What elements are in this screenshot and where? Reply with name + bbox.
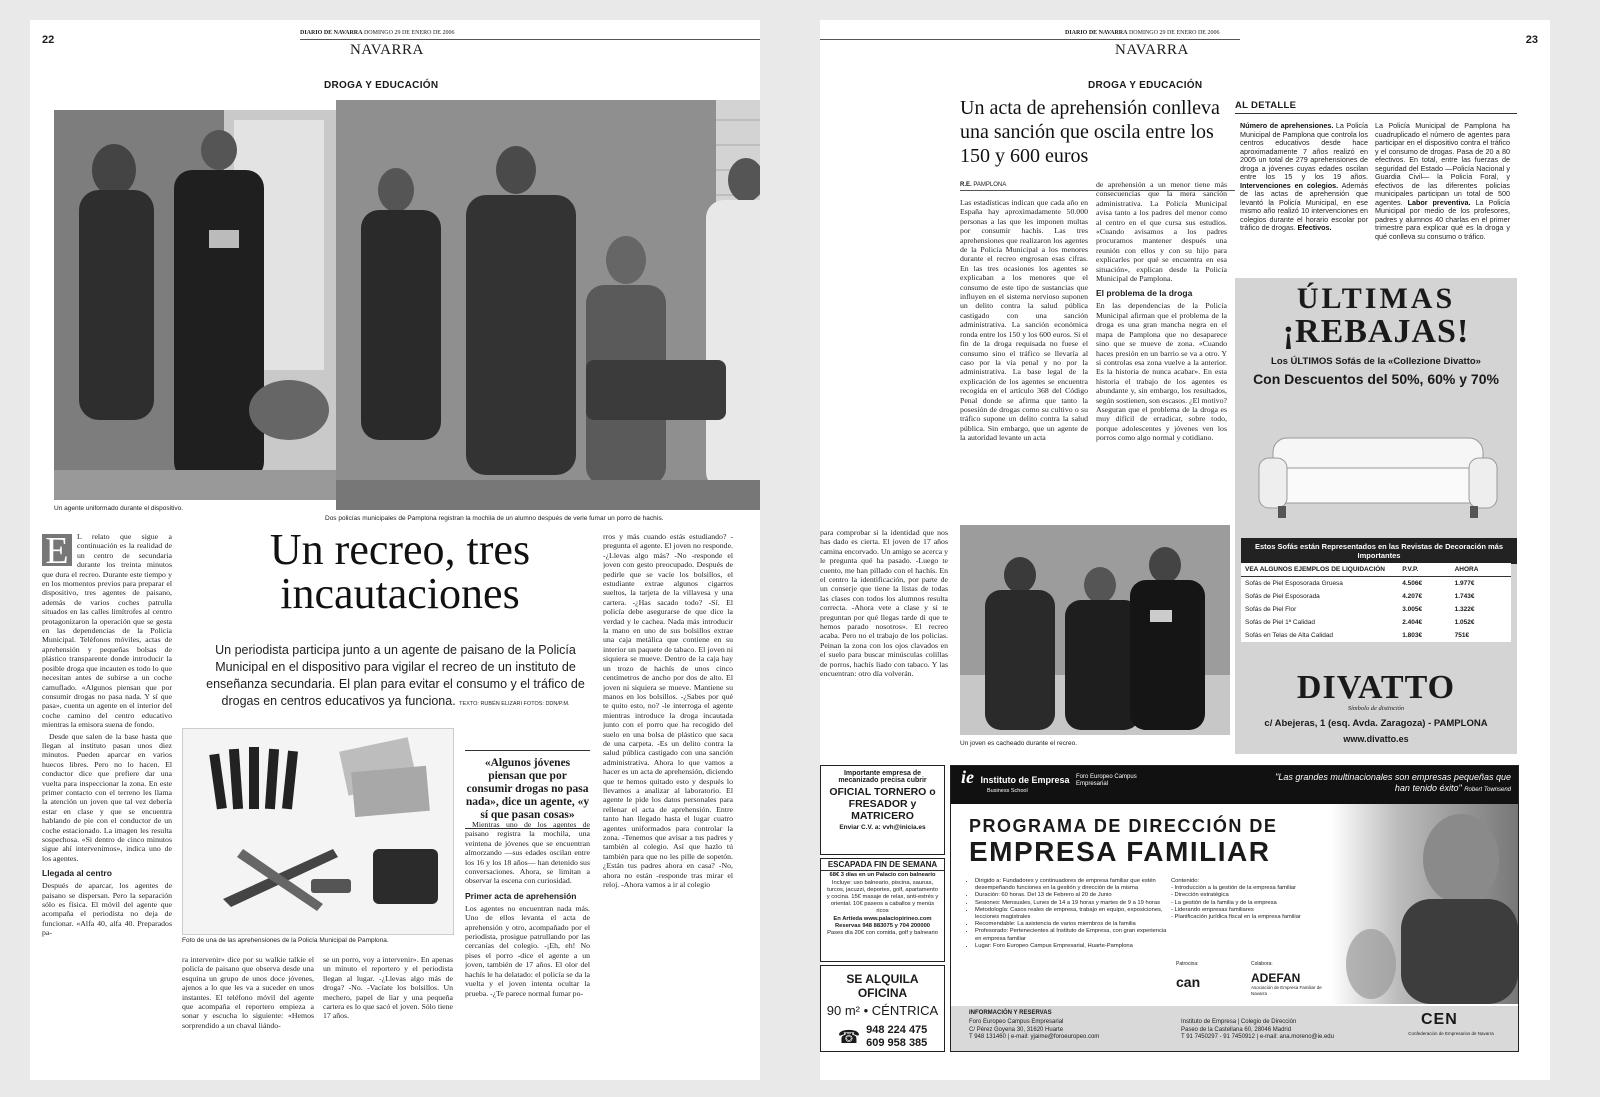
price-row	[1241, 590, 1511, 603]
price-row-pvp: 1.803€	[1402, 632, 1423, 639]
header-rule	[820, 39, 1240, 40]
price-row-now: 751€	[1454, 632, 1470, 639]
price-row-label: Sofás de Piel Esposorada	[1245, 593, 1320, 600]
standfirst	[188, 642, 603, 710]
ie-bullet: • Duración: 60 horas. Del 13 de Febrero al 20 de Junio	[975, 892, 1170, 899]
ie-bullet: • Sesiones: Mensuales, Lunes de 14 a 19 horas y martes de 9 a 19 horas	[975, 900, 1170, 907]
col4-paragraph-1: Mientras uno de los agentes de paisano registra la mochila, una veintena de jóvenes que se encuentran almorzando —sus edades oscilan entre los 16 y los 18 años— han detenido sus conversaciones. Ahora, se limitan a observar la escena con curiosidad.	[465, 820, 590, 886]
price-row-now: 1.977€	[1454, 580, 1475, 587]
right-page	[820, 20, 1550, 1080]
ie-bullets	[967, 878, 1170, 950]
ie-logo-sub: Business School	[987, 788, 1028, 794]
price-table-header	[1241, 563, 1511, 577]
divatto-rebajas: ¡REBAJAS!	[1282, 313, 1470, 350]
folio	[300, 30, 454, 36]
col1-paragraph-2: Desde que salen de la base hasta que llegan al instituto pasan unos diez minutos. Pueden aparcar en varios huecos libres. Pero no lo hacen. El conductor dice que prefiere dar una vuelta para inspeccionar la zona. En este primer contacto con el terreno les llama la atención un joven que tal vez debería estar en clase y que se encuentra hablando de pie con el conductor de un coche estacionado. La imagen les resulta sospechosa. «Si dentro de cinco minutos sigue ahí intervenimos», indica uno de los agentes.	[42, 731, 172, 863]
ie-content-item: - La gestión de la familia y de la empresa	[1171, 899, 1277, 906]
ie-ad[interactable]	[950, 765, 1519, 1052]
photo-uniformed-agent	[54, 110, 336, 500]
right-column-a	[960, 198, 1088, 520]
divatto-discounts: Con Descuentos del 50%, 60% y 70%	[1253, 371, 1499, 387]
ie-patrocina-label: Patrocina:	[1176, 961, 1199, 967]
price-head-ahora: AHORA	[1454, 566, 1479, 573]
ie-contents	[1171, 878, 1321, 921]
headline-line-1: Un recreo, tres	[269, 525, 531, 574]
detail-column-1	[1240, 122, 1368, 233]
detail-term-4: Labor preventiva.	[1407, 197, 1471, 207]
ie-info-line: C/ Pérez Goyena 30, 31620 Huarte	[969, 1026, 1064, 1033]
price-row	[1241, 629, 1511, 642]
ie-bullet: • Recomendable: La asistencia de varios miembros de la familia	[975, 921, 1170, 928]
folio	[1065, 30, 1219, 36]
ie-content-item: - Introducción a la gestión de la empresa familiar	[1171, 885, 1297, 892]
price-row-label: Sofás en Telas de Alta Calidad	[1245, 632, 1334, 639]
ie-title-1: PROGRAMA DE DIRECCIÓN DE	[969, 816, 1278, 836]
divatto-address: c/ Abejeras, 1 (esq. Avda. Zaragoza) - PAMPLONA	[1264, 718, 1488, 729]
price-row-pvp: 4.207€	[1402, 593, 1423, 600]
ie-info-right	[1181, 1019, 1334, 1042]
price-row-pvp: 3.005€	[1402, 606, 1423, 613]
folio-paper: DIARIO DE NAVARRA	[300, 30, 363, 36]
detail-term-1: Número de aprehensiones.	[1240, 121, 1334, 130]
ie-ad-photo	[1331, 804, 1518, 1004]
photo-backpack-search	[336, 100, 760, 510]
section-title: NAVARRA	[350, 42, 424, 58]
ie-bullet: • Profesorado: Pertenecientes al Instituto de Empresa, con gran experiencia en empresa familiar	[975, 928, 1170, 942]
left-page	[30, 20, 760, 1080]
col2-paragraph-1: ra intervenir» dice por su walkie talkie el policía de paisano que observa desde una esquina un grupo de unos doce jóvenes, ajenos a lo que les va a suceder en unos instantes. El teléfono móvil del agente que acompaña el reportero empieza a sonar y escucha lo siguiente: «Hemos sorprendido a un chaval liándo-	[182, 955, 314, 1030]
photo-frisked-youth-graphic	[960, 525, 1230, 735]
article-column-3	[323, 955, 453, 1075]
divatto-ultimas: ÚLTIMAS	[1296, 282, 1456, 315]
ie-bullet: • Lugar: Foro Europeo Campus Empresarial, Huarte-Pamplona	[975, 943, 1170, 950]
drop-cap: E	[42, 534, 72, 566]
escapada-note: Pases día 20€ con comida, golf y balneario	[827, 930, 938, 936]
ie-title-2: EMPRESA FAMILIAR	[969, 836, 1271, 867]
kicker: DROGA Y EDUCACIÓN	[324, 80, 439, 91]
ie-content-item: - Dirección estratégica	[1171, 892, 1229, 899]
businessman-photo	[1331, 804, 1518, 1004]
photo3-caption: Foto de una de las aprehensiones de la Policía Municipal de Pamplona.	[182, 937, 389, 944]
price-row	[1241, 577, 1511, 590]
folio-paper: DIARIO DE NAVARRA	[1065, 30, 1128, 36]
right-byline-initials: R.E.	[960, 182, 972, 188]
ie-info-line: Paseo de la Castellana 60, 28046 Madrid	[1181, 1026, 1292, 1033]
main-headline	[210, 525, 590, 618]
ie-content-text: Dirección estratégica	[1174, 892, 1229, 899]
colB-paragraph-2: En las dependencias de la Policía Municipal afirman que el problema de la droga es una gran mancha negra en el mapa de Pamplona que no desaparece sino que se mueve de zona. «Cuando haces presión en un barrio se va a otro. Y si controlas esa zona vuelve a la anterior. Es la historia de nunca acabar». En esta historia el trabajo de los agentes es abundante y, sin embargo, los resultados, según sostienen, son escasos. ¿El motivo? Aseguran que el problema de la droga es muy difícil de erradicar, sobre todo, porque adolescentes y jóvenes ven los porros como algo normal y cotidiano.	[1096, 301, 1227, 443]
section-title: NAVARRA	[1115, 42, 1189, 58]
price-row	[1241, 603, 1511, 616]
folio-date: DOMINGO 29 DE ENERO DE 2006	[363, 30, 455, 36]
photo-uniformed-agent-graphic	[54, 110, 336, 500]
tornero-email: Enviar C.V. a: vvh@inicia.es	[839, 824, 926, 831]
header-rule	[300, 39, 760, 40]
price-row-pvp: 2.404€	[1402, 619, 1423, 626]
col3-paragraph-1: se un porro, voy a intervenir». En apenas un minuto el reportero y el periodista llegan al lugar. -¿Llevas algo más de droga? -No. -Vacíate los bolsillos. Un mechero, papel de liar y una pequeña cartera es lo que sacó el joven. Sólo tiene 17 años.	[323, 955, 453, 1021]
phone-icon: ☎	[837, 1026, 861, 1047]
oficina-line2: 90 m² • CÉNTRICA	[826, 1003, 939, 1018]
ie-quote-text: "Las grandes multinacionales son empresas pequeñas que han tenido éxito"	[1275, 772, 1511, 793]
divatto-price-table	[1241, 563, 1511, 642]
article-column-5	[603, 532, 733, 1075]
tornero-ad[interactable]	[820, 765, 945, 855]
price-row-label: Sofás de Piel 1ª Calidad	[1245, 619, 1315, 626]
col1-paragraph-1: L relato que sigue a continuación es la realidad de un centro de secundaria durante los treinta minutos que dura el recreo. Durante este tiempo y en los momentos previos para preparar el dispositivo, tres agentes de paisano, además de varios coches patrulla situados en las calles limítrofes al centro protagonizaron la operación que se gesta en las dependencias de la Policía Municipal. Teléfonos móviles, actas de aprehensión y pequeñas bolsas de plástico transparente donde introducir la posible droga que incauten es todo lo que necesitan antes de subirse a un coche camuflado. «Algunos piensan que por consumir drogas no pasa nada. Y sí que pasa», cuenta un agente en el interior del coche camino del centro educativo mientras la emisora suena de fondo.	[42, 532, 172, 730]
ie-colabora-label: Colabora:	[1251, 961, 1273, 967]
escapada-sub: 68€ 3 días en un Palacio con balneario	[829, 872, 936, 878]
price-head-pvp: P.V.P.	[1402, 566, 1419, 573]
detail-column-2	[1375, 122, 1510, 241]
kicker: DROGA Y EDUCACIÓN	[1088, 80, 1203, 91]
oficina-phone-1: 948 224 475	[866, 1024, 928, 1036]
sofa-icon	[1253, 418, 1503, 528]
detail-title: AL DETALLE	[1235, 100, 1517, 114]
escapada-title: ESCAPADA FIN DE SEMANA	[821, 859, 944, 871]
price-row-now: 1.322€	[1454, 606, 1475, 613]
right-column-c	[820, 528, 948, 748]
escapada-phone: Reservas 948 883075 y 704 200000	[834, 923, 931, 929]
divatto-web[interactable]: www.divatto.es	[1343, 734, 1409, 744]
foro-logo: Foro Europeo Campus Empresarial	[1076, 774, 1137, 787]
ie-quote-author: Robert Townsend	[1464, 787, 1511, 793]
divatto-tagline: Símbolo de distinción	[1347, 705, 1405, 712]
photo-frisked-youth	[960, 525, 1230, 735]
folio-date: DOMINGO 29 DE ENERO DE 2006	[1128, 30, 1220, 36]
photo-backpack-search-graphic	[336, 100, 760, 510]
ie-logo	[961, 767, 1070, 797]
headline-line-2: incautaciones	[280, 569, 520, 618]
photo1-caption: Un agente uniformado durante el dispositivo.	[54, 505, 183, 512]
ie-info-line: T 948 131460 | e-mail: yjaime@foroeuropeo.com	[969, 1034, 1100, 1040]
ie-content-text: Introducción a la gestión de la empresa familiar	[1174, 885, 1297, 892]
divatto-brand: DIVATTO	[1296, 669, 1456, 706]
colB-subhead: El problema de la droga	[1096, 288, 1193, 299]
photo-seized-items	[182, 728, 454, 935]
photo-seized-items-graphic	[183, 729, 453, 934]
ie-content-item: - Planificación jurídica fiscal en la empresa familiar	[1171, 914, 1301, 921]
ie-quote	[1271, 772, 1511, 796]
colC-text: para comprobar si la identidad que nos has dado es cierta. El joven de 17 años camina encorvado. Un amigo se acerca y le pregunta qué ha pasado. -Luego te cuento, me han pillado con el hachís. En el centro la identificación, por parte de un conserje que tiene la listas de todas las clases con todos los alumnos resulta correcta. -Ahora vete a clase y si te preguntan por qué llegas tarde di que te hemos parado nosotros». El recreo acaba. Pero no el trabajo de los policías. Peinan la zona con los ojos clavados en el suelo para buscar minúsculas colillas de porros, hachís liado con tabaco. Y las encuentran: otro día volverán.	[820, 528, 948, 679]
oficina-ad[interactable]	[820, 965, 945, 1052]
byline: TEXTO: RUBÉN ELIZARI FOTOS: DDN/P.M.	[459, 701, 570, 707]
ie-content-text: Planificación jurídica fiscal en la empresa familiar	[1174, 914, 1301, 921]
colB-paragraph-1: de aprehensión a un menor tiene más consecuencias que la mera sanción administrativa. La Policía Municipal avisa tanto a los padres del menor como al centro en el que cursa sus estudios. «Cuando avisamos a los padres procuramos mantener después una reunión con ellos y con su hijo para explicarles por qué se encuentra en esa situación», explican desde la Policía Municipal de Pamplona.	[1096, 180, 1227, 284]
page-number: 23	[1525, 34, 1538, 46]
oficina-phone-2: 609 958 385	[866, 1037, 928, 1049]
col4-paragraph-2: Los agentes no encuentran nada más. Uno de ellos levanta el acta de aprehensión y otro, acompañado por el periodista, prosigue patrullando por las cercanías del colegio. -¡Eh, eh! No pises el porro -dice el agente a un joven, también de 17 años. El olor del hachís le ha delatado: el policía se da la vuelta y el joven intenta ocultar la prueba. -¿Te parece normal fumar po-	[465, 903, 590, 998]
price-row-label: Sofás de Piel Esposorada Gruesa	[1245, 580, 1343, 587]
tornero-line2: OFICIAL TORNERO o FRESADOR y MATRICERO	[829, 786, 936, 822]
ie-logo-text: Instituto de Empresa	[980, 775, 1070, 785]
price-row-now: 1.052€	[1454, 619, 1475, 626]
right-photo-caption: Un joven es cacheado durante el recreo.	[960, 740, 1078, 747]
photo2-caption: Dos policías municipales de Pamplona registran la mochila de un alumno después de verle fumar un porro de hachís.	[325, 515, 664, 522]
detail-term-3: Efectivos.	[1297, 223, 1332, 232]
col4-subhead: Primer acta de aprehensión	[465, 890, 577, 901]
ie-bullet: • Metodología: Casos reales de empresa, trabajo en equipo, exposiciones, lecciones magistrales	[975, 907, 1170, 921]
can-logo: can	[1176, 974, 1201, 990]
ie-contents-title: Contenido:	[1171, 878, 1200, 884]
divatto-band: Estos Sofás están Representados en las Revistas de Decoración más Importantes	[1241, 538, 1517, 564]
pull-quote: «Algunos jóvenes piensan que por consumir drogas no pasa nada», dice un agente, «y sí que pasan cosas»	[465, 750, 590, 829]
ie-info-line: Foro Europeo Campus Empresarial	[969, 1019, 1064, 1025]
price-head-item: VEA ALGUNOS EJEMPLOS DE LIQUIDACIÓN	[1245, 566, 1386, 573]
ie-info-line: Instituto de Empresa | Colegio de Dirección	[1181, 1019, 1297, 1025]
detail-text-1: La Policía Municipal de Pamplona que controla los centros educativos desde hace aproximadamente 7 años realizó en 2005 un total de 279 aprehensiones de droga a jóvenes cuyas edades oscilan entre los 15 y los 19 años.	[1240, 121, 1368, 181]
col1-subhead: Llegada al centro	[42, 868, 112, 879]
price-row-pvp: 4.506€	[1402, 580, 1423, 587]
ie-content-item: - Liderando empresas familiares	[1171, 906, 1254, 913]
tornero-line1: Importante empresa de mecanizado precisa cubrir	[838, 770, 927, 784]
price-row-now: 1.743€	[1454, 593, 1475, 600]
adefan-sub: Asociación de Empresa Familiar de Navarra	[1251, 985, 1322, 996]
oficina-line1: SE ALQUILA OFICINA	[846, 972, 919, 1000]
right-column-b	[1096, 180, 1227, 520]
escapada-body: Incluye: uso balneario, piscina, saunas, turcos, jacuzzi, deportes, golf, apartamento y cocina. 15€ masaje de relax, anti-estrés y oriental. 10€ paseos a caballos y menús ricos	[826, 880, 939, 914]
col5-paragraph-1: rros y más cuando estás estudiando? -pregunta el agente. El joven no responde. -¿Llevas algo más? -No -responde el joven con gesto preocupado. Después de pedirle que se vacíe los bolsillos, el estudiante extrae algunos cigarros sueltos, la tarjeta de la villavesa y una cartera. -¿Has sacado todo? -Sí. El policía debe asegurarse de que dice la verdad y le cachea. Nada más introducir la mano en uno de sus bolsillos extrae una caja metálica que contiene en su interior un paquete de tabaco. El joven ni siquiera se mueve. Dentro de la caja hay un trozo de hachís de unos cinco centímetros de ancho por dos de alto. El joven ni siquiera se mueve. Mantiene su manos en los bolsillos. -¿Sabes por qué te quito esto, no? -le interroga el agente mientras introduce la droga incautada junto con el porro que ha recogido del suelo en una bolsa de plástico que saca de una carpeta. -Es un delito contra la salud pública castigado con una sanción administrativa. Ahora lo que vamos a hacer es un acta de aprehensión, diciendo que te hemos quitado esto y después lo llevamos a analizar al laboratorio. El agente le pide los datos personales para rellenar el acta de aprehensión. Entre tanto han llegado hasta el lugar cuatro agentes uniformados para controlar la zona. -Tenemos que avisar a tus padres y también al colegio. Así que hazlo tú también para que no les pille de sopetón. ¿Están tus padres ahora en casa? -No, ahora no están -responde tras mirar el reloj. -Ahora vamos a ir al colegio	[603, 532, 733, 890]
right-byline-place: PAMPLONA	[973, 182, 1007, 188]
ie-logo-mark: ie	[961, 767, 974, 787]
detail-text-3: La Policía Municipal de Pamplona ha cuadruplicado el número de agentes para participar en el dispositivo contra el tráfico y el consumo de drogas. Pasa de 20 a 80 efectivos. En total, entre las fuerzas de seguridad del Estado —Policía Nacional y Guardia Civil— la Policía Foral, y efectivos de las diferentes policías municipales participan un total de 500 agentes.	[1375, 121, 1510, 207]
detail-term-2: Intervenciones en colegios.	[1240, 180, 1339, 190]
price-row	[1241, 616, 1511, 629]
article-column-2	[182, 955, 314, 1075]
escapada-place: En Artieda www.palaciopirineo.com	[833, 916, 932, 922]
ie-info-title: INFORMACIÓN Y RESERVAS	[969, 1010, 1052, 1016]
ie-bullet: • Dirigido a: Fundadores y continuadores de empresa familiar que estén desempeñando funciones en la gestión y dirección de la misma	[975, 878, 1170, 892]
right-byline	[960, 182, 1006, 188]
article-column-1	[42, 532, 172, 1072]
right-headline: Un acta de aprehensión conlleva una sanción que oscila entre los 150 y 600 euros	[960, 97, 1220, 167]
divatto-line3: Los ÚLTIMOS Sofás de la «Collezione Divatto»	[1271, 356, 1481, 367]
ie-info-left	[969, 1019, 1099, 1042]
ie-info-line: T 91 7450297 - 91 7450912 | e-mail: ana.moreno@ie.edu	[1181, 1034, 1334, 1040]
oficina-phone-numbers	[866, 1024, 927, 1050]
ie-content-text: La gestión de la familia y de la empresa	[1174, 899, 1277, 906]
detail-text-4: La Policía Municipal por medio de los profesores, padres y alumnos 40 charlas en el primer trimestre para explicar qué es la droga y qué conlleva su consumo o tráfico.	[1375, 197, 1510, 241]
colA-text: Las estadísticas indican que cada año en España hay aproximadamente 50.000 personas a las que les imponen multas por consumir hachís. Las tres aprehensiones que realizaron los agentes de la Policía Municipal a los menores durante el recreo engrosan esas cifras. En las tres ocasiones los agentes se explicaban a los menores que el consumo de este tipo de sustancias que influyen en el sistema nervioso suponen un delito contra la salud pública castigado con una sanción administrativa. La sanción económica ronda entre los 150 y los 600 euros. Si el fin de la droga requisada no fuese el consumo sino el tráfico se llevaría al caso por la vía penal y no por la administrativa. La base legal de la explicación de los agentes se encuentra recogida en el artículo 368 del Código Penal donde se afirma que tanto la posesión de drogas como su cultivo o su tráfico supone un delito contra la salud pública. Sin embargo, que un agente de la autoridad levante un acta	[960, 198, 1088, 443]
article-column-4	[465, 820, 590, 1075]
col1-paragraph-3: Después de aparcar, los agentes de paisano se dispersan. Pero la separación sólo es física. El móvil del agente que acompaña el periodista no deja de funcionar. «Alfa 40, alfa 40. Preparados pa-	[42, 881, 172, 938]
escapada-ad[interactable]	[820, 858, 945, 962]
ie-content-text: Liderando empresas familiares	[1174, 906, 1254, 913]
standfirst-text: Un periodista participa junto a un agente de paisano de la Policía Municipal en el dispositivo para vigilar el recreo de un instituto de enseñanza secundaria. El plan para evitar el consumo y el tráfico de drogas en centros educativos ya funciona.	[206, 643, 585, 708]
divatto-ad[interactable]	[1235, 278, 1517, 754]
adefan-logo: ADEFAN	[1251, 971, 1301, 985]
detail-text-2: Además de las actas de aprehensión que levantó la Policía Municipal, en ese mismo año realizó 10 intervenciones en colegios durante el horario escolar por tráfico de drogas.	[1240, 180, 1368, 232]
oficina-phones	[821, 1024, 944, 1050]
cen-logo: CEN	[1421, 1011, 1458, 1028]
cen-sub: Confederación de Empresarios de Navarra	[1408, 1031, 1494, 1036]
page-number: 22	[42, 34, 55, 46]
price-row-label: Sofás de Piel Flor	[1245, 606, 1297, 613]
